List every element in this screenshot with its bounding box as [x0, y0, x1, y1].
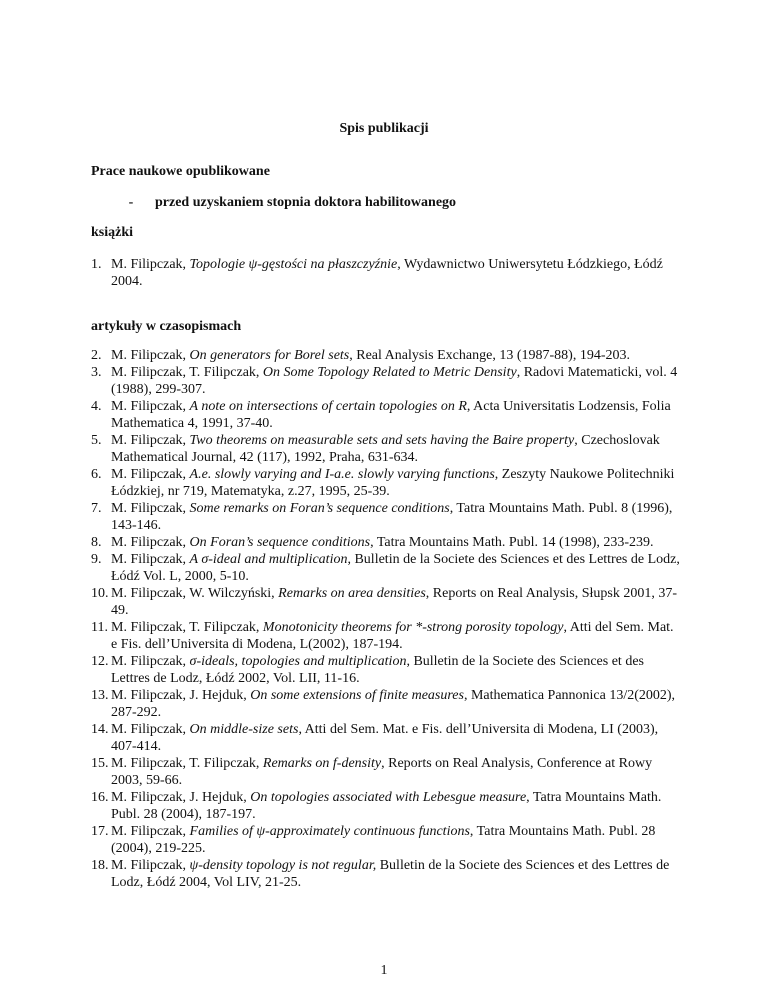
entry-title: Families of ψ-approximately continuous functions: [189, 824, 470, 839]
entry-title: Remarks on area densities: [278, 586, 426, 601]
publication-entry: [91, 687, 681, 721]
entry-authors: M. Filipczak,: [111, 257, 190, 272]
entry-authors: M. Filipczak,: [111, 824, 190, 839]
entry-authors: M. Filipczak, T. Filipczak,: [111, 365, 263, 380]
entry-details: , Tatra Mountains Math. Publ. 28 (2004), 187-197.: [111, 790, 662, 822]
entry-number: 6.: [91, 467, 102, 482]
entry-number: 15.: [91, 756, 109, 771]
entry-details: , Czechoslovak Mathematical Journal, 42 (117), 1992, Praha, 631-634.: [111, 433, 660, 465]
entry-title: On topologies associated with Lebesgue measure: [250, 790, 527, 805]
publication-entry: [91, 755, 681, 789]
entry-authors: M. Filipczak, T. Filipczak,: [111, 620, 263, 635]
section-heading-books: książki: [91, 225, 134, 240]
entry-title: On some extensions of finite measures: [250, 688, 464, 703]
entry-authors: M. Filipczak,: [111, 467, 190, 482]
entry-authors: M. Filipczak,: [111, 654, 190, 669]
entry-title: ψ-density topology is not regular,: [189, 858, 377, 873]
entry-authors: M. Filipczak, J. Hejduk,: [111, 790, 251, 805]
entry-authors: M. Filipczak,: [111, 501, 190, 516]
entry-details: , Acta Universitatis Lodzensis, Folia Mathematica 4, 1991, 37-40.: [111, 399, 671, 431]
publication-entry: [91, 585, 681, 619]
entry-number: 7.: [91, 501, 102, 516]
entry-number: 11.: [91, 620, 108, 635]
publication-entry: [91, 432, 681, 466]
entry-number: 5.: [91, 433, 102, 448]
entry-details: , Atti del Sem. Mat. e Fis. dell’Universita di Modena, LI (2003), 407-414.: [111, 722, 659, 754]
publication-entry: [91, 789, 681, 823]
entry-authors: M. Filipczak, T. Filipczak,: [111, 756, 263, 771]
entry-authors: M. Filipczak,: [111, 535, 190, 550]
entry-number: 12.: [91, 654, 109, 669]
entry-authors: M. Filipczak, J. Hejduk,: [111, 688, 251, 703]
publication-entry: [91, 653, 681, 687]
entry-title: On Some Topology Related to Metric Density: [262, 365, 517, 380]
entry-authors: M. Filipczak,: [111, 433, 190, 448]
publication-entry: [91, 534, 681, 551]
publication-entry: [91, 551, 681, 585]
entry-number: 13.: [91, 688, 109, 703]
entry-title: On generators for Borel sets: [189, 348, 350, 363]
entry-title: A note on intersections of certain topologies on R: [189, 399, 467, 414]
entry-authors: M. Filipczak,: [111, 858, 190, 873]
entry-details: , Mathematica Pannonica 13/2(2002), 287-292.: [111, 688, 676, 720]
section-heading-articles: artykuły w czasopismach: [91, 319, 242, 334]
entry-title: σ-ideals, topologies and multiplication: [189, 654, 407, 669]
subsection-heading-text: przed uzyskaniem stopnia doktora habilitowanego: [155, 195, 457, 210]
publication-entry: [91, 466, 681, 500]
entry-details: , Tatra Mountains Math. Publ. 28 (2004), 219-225.: [111, 824, 656, 856]
entry-details: , Reports on Real Analysis, Słupsk 2001, 37-49.: [111, 586, 678, 618]
publication-entry: [91, 347, 681, 364]
section-heading-published: Prace naukowe opublikowane: [91, 164, 270, 179]
entry-details: , Reports on Real Analysis, Conference at Rowy 2003, 59-66.: [111, 756, 653, 788]
entry-number: 4.: [91, 399, 102, 414]
page-number: 1: [380, 963, 388, 978]
entry-details: , Real Analysis Exchange, 13 (1987-88), 194-203.: [349, 348, 630, 363]
entry-details: Bulletin de la Societe des Sciences et des Lettres de Lodz, Łódź 2004, Vol LIV, 21-25.: [111, 858, 670, 890]
entry-title: A.e. slowly varying and I-a.e. slowly varying functions: [189, 467, 495, 482]
entry-number: 10.: [91, 586, 109, 601]
publication-entry: [91, 619, 681, 653]
entry-title: Monotonicity theorems for *-strong porosity topology: [262, 620, 564, 635]
entry-number: 8.: [91, 535, 102, 550]
entry-number: 3.: [91, 365, 102, 380]
entry-number: 14.: [91, 722, 109, 737]
entry-title: On middle-size sets: [189, 722, 299, 737]
publication-entry: [91, 398, 681, 432]
entry-title: Remarks on f-density: [262, 756, 382, 771]
entry-number: 18.: [91, 858, 109, 873]
publication-entry: [91, 500, 681, 534]
publication-entry: [91, 721, 681, 755]
entry-details: , Zeszyty Naukowe Politechniki Łódzkiej, nr 719, Matematyka, z.27, 1995, 25-39.: [111, 467, 675, 499]
entry-authors: M. Filipczak, W. Wilczyński,: [111, 586, 279, 601]
entry-details: , Bulletin de la Societe des Sciences et des Lettres de Lodz, Łódź 2002, Vol. LII, 11-16.: [111, 654, 644, 686]
entry-number: 9.: [91, 552, 102, 567]
entry-details: , Tatra Mountains Math. Publ. 14 (1998), 233-239.: [370, 535, 654, 550]
entry-number: 17.: [91, 824, 109, 839]
dash-marker: -: [128, 195, 134, 210]
entry-title: A σ-ideal and multiplication: [189, 552, 348, 567]
entry-details: , Tatra Mountains Math. Publ. 8 (1996), 143-146.: [111, 501, 673, 533]
entry-title: Some remarks on Foran’s sequence conditions: [189, 501, 450, 516]
entry-authors: M. Filipczak,: [111, 552, 190, 567]
entry-details: , Bulletin de la Societe des Sciences et des Lettres de Lodz, Łódź Vol. L, 2000, 5-10.: [111, 552, 680, 584]
entry-details: , Atti del Sem. Mat. e Fis. dell’Universita di Modena, L(2002), 187-194.: [111, 620, 674, 652]
entry-number: 16.: [91, 790, 109, 805]
publication-entry: [91, 364, 681, 398]
publication-entry: [91, 823, 681, 857]
entry-title: On Foran’s sequence conditions: [189, 535, 371, 550]
books-list: [91, 256, 681, 290]
publication-entry: [91, 857, 681, 891]
subsection-heading: [91, 194, 456, 211]
entry-details: , Radovi Matematicki, vol. 4 (1988), 299-307.: [111, 365, 678, 397]
entry-authors: M. Filipczak,: [111, 348, 190, 363]
entry-authors: M. Filipczak,: [111, 722, 190, 737]
articles-list: [91, 347, 681, 891]
entry-number: 1.: [91, 257, 102, 272]
entry-title: Two theorems on measurable sets and sets having the Baire property: [189, 433, 575, 448]
entry-title: Topologie ψ-gęstości na płaszczyźnie: [189, 257, 398, 272]
entry-authors: M. Filipczak,: [111, 399, 190, 414]
page-title: Spis publikacji: [339, 121, 429, 136]
publication-entry: [91, 256, 681, 290]
entry-details: , Wydawnictwo Uniwersytetu Łódzkiego, Łódź 2004.: [111, 257, 663, 289]
entry-number: 2.: [91, 348, 102, 363]
